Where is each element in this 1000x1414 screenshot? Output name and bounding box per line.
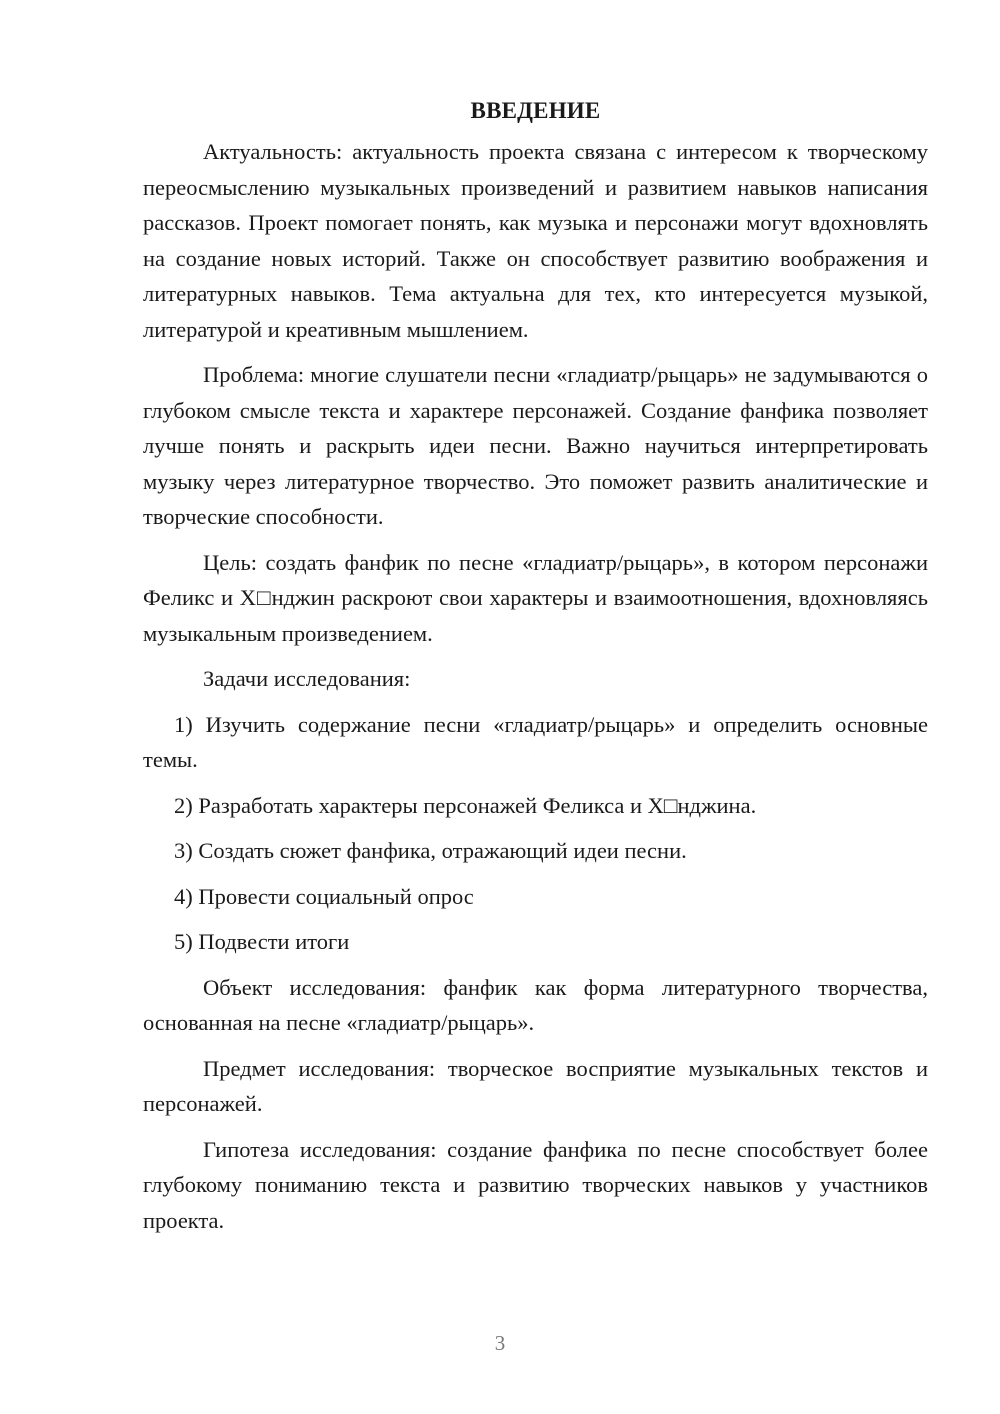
problem-paragraph: Проблема: многие слушатели песни «гладиатр/рыцарь» не задумываются о глубоком смысле текста и характере персонажей. Создание фанфика позволяет лучше понять и раскрыть идеи песни. Важно научиться интерпретировать музыку через литературное творчество. Это поможет развить аналитические и творческие способности. [143,362,928,529]
goal-paragraph: Цель: создать фанфик по песне «гладиатр/рыцарь», в котором персонажи Феликс и Х□нджин раскроют свои характеры и взаимоотношения, вдохновляясь музыкальным произведением. [143,549,928,646]
task-item: 5) Подвести итоги [174,929,350,954]
task-item: 4) Провести социальный опрос [174,883,474,909]
hypothesis-paragraph: Гипотеза исследования: создание фанфика по песне способствует более глубокому пониманию текста и развитию творческих навыков у участников проекта. [143,1136,928,1233]
object-paragraph: Объект исследования: фанфик как форма литературного творчества, основанная на песне «гладиатр/рыцарь». [143,974,928,1035]
task-item: 3) Создать сюжет фанфика, отражающий идеи песни. [174,838,687,863]
section-title: ВВЕДЕНИЕ [470,98,601,123]
relevance-paragraph: Актуальность: актуальность проекта связана с интересом к творческому переосмыслению музыкальных произведений и развитием навыков написания рассказов. Проект помогает понять, как музыка и персонажи могут вдохновлять на создание новых историй. Также он способствует развитию воображения и литературных навыков. Тема актуальна для тех, кто интересуется музыкой, литературой и креативным мышлением. [143,139,928,342]
page-number: 3 [494,1331,506,1355]
document-page [143,94,928,1238]
task-item: 2) Разработать характеры персонажей Феликса и Х□нджина. [174,792,757,818]
subject-paragraph: Предмет исследования: творческое восприятие музыкальных текстов и персонажей. [143,1055,928,1116]
tasks-heading: Задачи исследования: [203,666,411,691]
task-item: 1) Изучить содержание песни «гладиатр/рыцарь» и определить основные темы. [143,711,928,772]
tasks-list [143,707,928,960]
